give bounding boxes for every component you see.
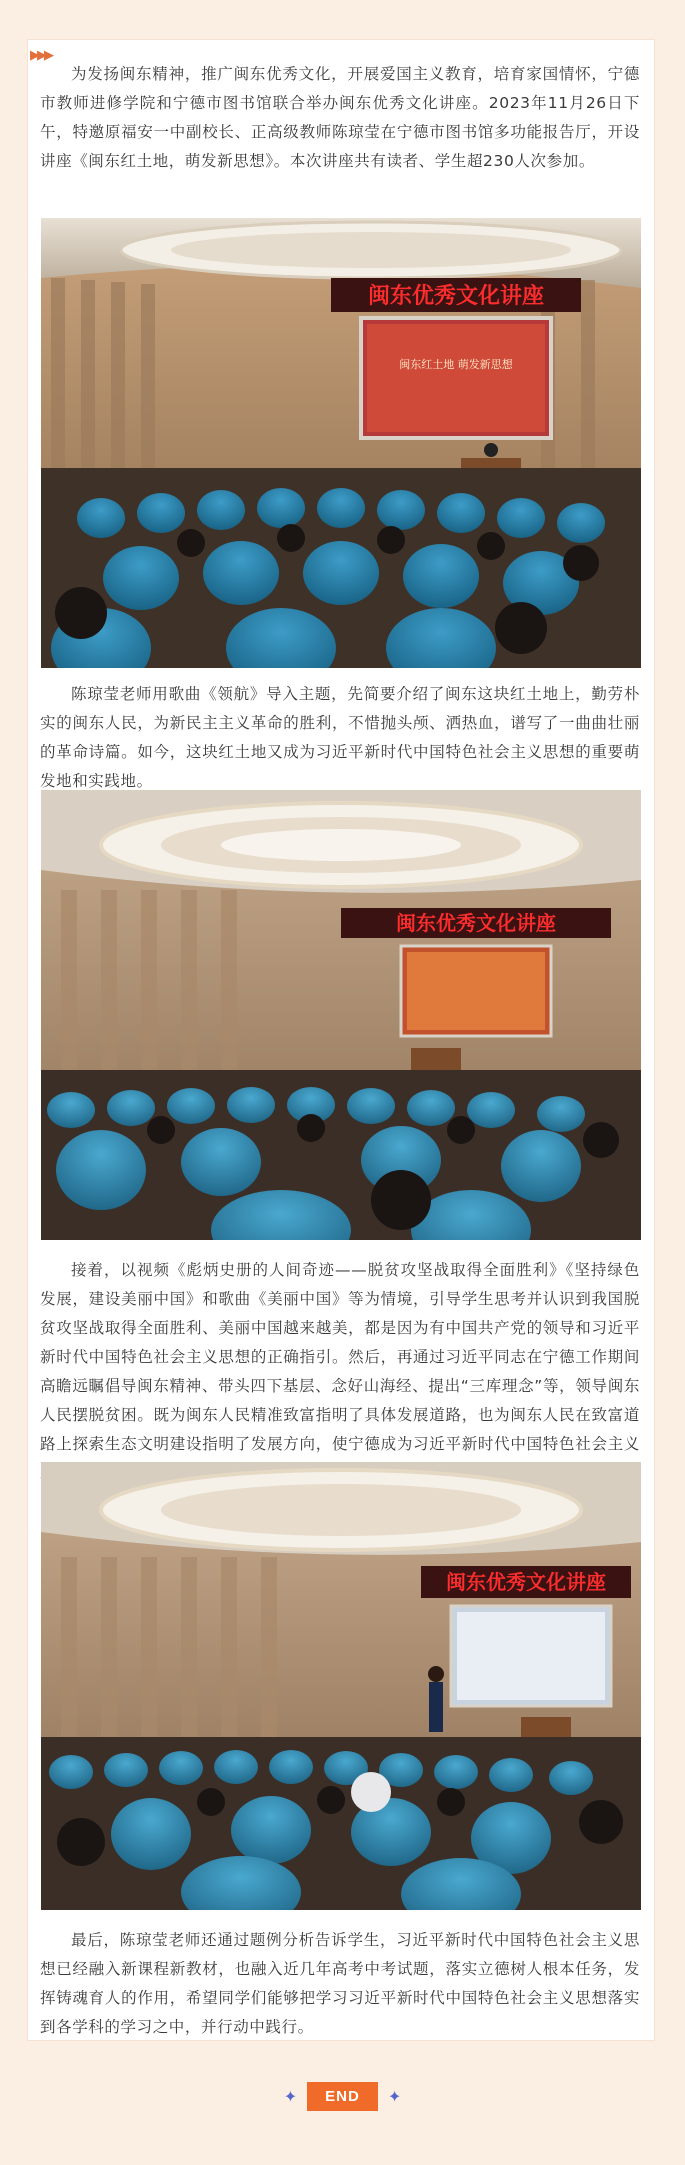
lecture-banner-1: 闽东优秀文化讲座 [367, 284, 545, 309]
end-badge: END [307, 2082, 378, 2111]
projector-screen-title: 闽东红土地 萌发新思想 [399, 358, 513, 371]
lecture-banner-2: 闽东优秀文化讲座 [396, 911, 556, 935]
intro-paragraph: 为发扬闽东精神，推广闽东优秀文化，开展爱国主义教育，培育家国情怀，宁德市教师进修学院和宁德市图书馆联合举办闽东优秀文化讲座。2023年11月26日下午，特邀原福安一中副校长、正高级教师陈琼莹在宁德市图书馆多功能报告厅，开设讲座《闽东红土地，萌发新思想》。本次讲座共有读者、学生超230人次参加。 [40, 65, 640, 170]
sparkle-icon: ✦ [283, 2087, 298, 2106]
lecture-banner-3: 闽东优秀文化讲座 [446, 1570, 606, 1594]
lecture-photo-3 [41, 1462, 641, 1910]
lecture-photo-1 [41, 218, 641, 668]
sparkle-icon: ✦ [387, 2087, 402, 2106]
paragraph-2: 陈琼莹老师用歌曲《领航》导入主题，先简要介绍了闽东这块红土地上，勤劳朴实的闽东人民，为新民主主义革命的胜利，不惜抛头颅、洒热血，谱写了一曲曲壮丽的革命诗篇。如今，这块红土地又成为习近平新时代中国特色社会主义思想的重要萌发地和实践地。 [40, 685, 640, 790]
paragraph-4: 最后，陈琼莹老师还通过题例分析告诉学生，习近平新时代中国特色社会主义思想已经融入新课程新教材，也融入近几年高考中考试题，落实立德树人根本任务，发挥铸魂育人的作用，希望同学们能够把学习习近平新时代中国特色社会主义思想落实到各学科的学习之中，并行动中践行。 [40, 1931, 640, 2036]
end-marker [0, 2082, 685, 2111]
paragraph-3: 接着，以视频《彪炳史册的人间奇迹——脱贫攻坚战取得全面胜利》《坚持绿色发展，建设美丽中国》和歌曲《美丽中国》等为情境，引导学生思考并认识到我国脱贫攻坚战取得全面胜利、美丽中国越来越美，都是因为有中国共产党的领导和习近平新时代中国特色社会主义思想的正确指引。然后，再通过习近平同志在宁德工作期间高瞻远瞩倡导闽东精神、带头四下基层、念好山海经、提出“三库理念”等，领导闽东人民摆脱贫困。既为闽东人民精准致富指明了具体发展道路，也为闽东人民在致富道路上探索生态文明建设指明了发展方向，使宁德成为习近平新时代中国特色社会主义 [40, 1261, 640, 1453]
triple-arrow-icon: ▶▶▶ [30, 48, 51, 63]
lecture-photo-2 [41, 790, 641, 1240]
